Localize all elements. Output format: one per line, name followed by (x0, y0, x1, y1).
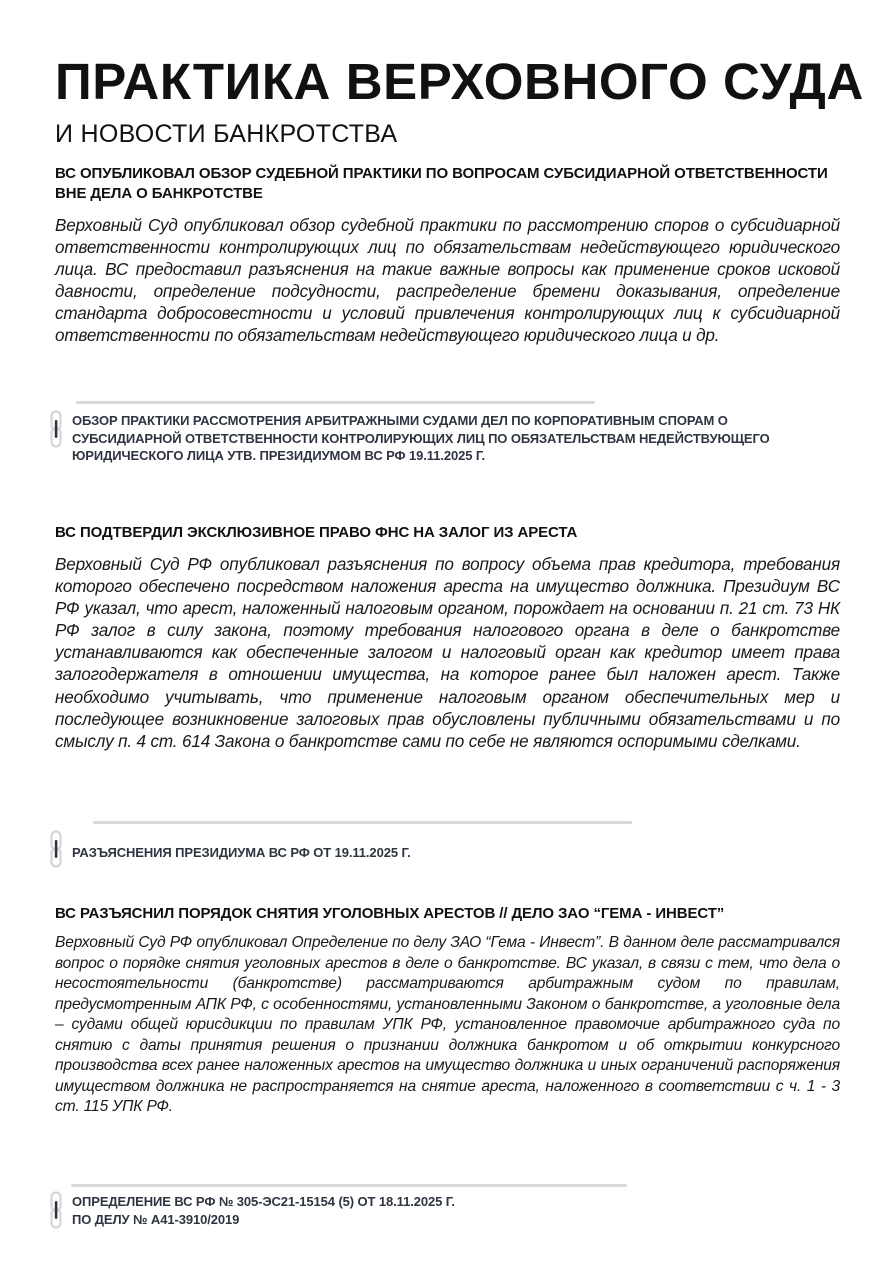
link-icon (50, 410, 64, 448)
reference-link-overview[interactable] (50, 412, 832, 465)
link-icon (50, 830, 64, 868)
article-subsidiary-liability (55, 164, 840, 348)
divider (71, 1184, 627, 1187)
link-icon (50, 1191, 64, 1229)
reference-link-ruling[interactable] (50, 1193, 455, 1229)
page-title: ПРАКТИКА ВЕРХОВНОГО СУДА (55, 53, 864, 110)
article-body: Верховный Суд РФ опубликовал разъяснения по вопросу объема прав кредитора, требования которого обеспечено посредством наложения ареста на имущество должника. Президиум ВС РФ указал, что арест, наложенный налоговым органом, порождает на основании п. 21 ст. 73 НК РФ залог в силу закона, поэтому требования налогового органа в деле о банкротстве устанавливаются как обеспеченные залогом и налоговый орган как кредитор имеет права залогодержателя в отношении имущества, на которое ранее был наложен арест. Также необходимо учитывать, что применение налоговым органом обеспечительных мер и последующее возникновение залоговых прав обусловлены публичными обязательствами и по смыслу п. 4 ст. 614 Закона о банкротстве сами по себе не являются оспоримыми сделками. (55, 555, 840, 751)
reference-link-clarifications[interactable] (50, 832, 411, 868)
reference-label-line1[interactable]: ОПРЕДЕЛЕНИЕ ВС РФ № 305-ЭС21-15154 (5) ОТ 18.11.2025 Г. (72, 1194, 455, 1209)
article-heading: ВС РАЗЪЯСНИЛ ПОРЯДОК СНЯТИЯ УГОЛОВНЫХ АРЕСТОВ // ДЕЛО ЗАО “ГЕМА - ИНВЕСТ” (55, 905, 725, 922)
article-heading: ВС ОПУБЛИКОВАЛ ОБЗОР СУДЕБНОЙ ПРАКТИКИ ПО ВОПРОСАМ СУБСИДИАРНОЙ ОТВЕТСТВЕННОСТИ ВНЕ ДЕЛА О БАНКРОТСТВЕ (55, 165, 828, 202)
reference-label[interactable]: РАЗЪЯСНЕНИЯ ПРЕЗИДИУМА ВС РФ ОТ 19.11.2025 Г. (72, 845, 411, 860)
reference-label[interactable] (72, 1193, 455, 1228)
reference-label[interactable]: ОБЗОР ПРАКТИКИ РАССМОТРЕНИЯ АРБИТРАЖНЫМИ СУДАМИ ДЕЛ ПО КОРПОРАТИВНЫМ СПОРАМ О СУБСИДИАРНОЙ ОТВЕТСТВЕННОСТИ КОНТРОЛИРУЮЩИХ ЛИЦ ПО ОБЯЗАТЕЛЬСТВАМ НЕДЕЙСТВУЮЩЕГО ЮРИДИЧЕСКОГО ЛИЦА УТВ. ПРЕЗИДИУМОМ ВС РФ 19.11.2025 Г. (72, 413, 770, 463)
reference-label-line2[interactable]: ПО ДЕЛУ № А41-3910/2019 (72, 1211, 240, 1227)
page-subtitle: И НОВОСТИ БАНКРОТСТВА (55, 120, 398, 148)
article-body: Верховный Суд РФ опубликовал Определение по делу ЗАО “Гема - Инвест”. В данном деле рассматривался вопрос о порядке снятия уголовных арестов в деле о банкротстве. ВС указал, в связи с тем, что дела о несостоятельности (банкротстве) рассматриваются арбитражным судом по правилам, предусмотренным АПК РФ, с особенностями, установленными Законом о банкротстве, а уголовные дела – судами общей юрисдикции по правилам УПК РФ, установленное правомочие арбитражного суда по снятию с даты принятия решения о признании должника банкротом и об открытии конкурсного производства всех ранее наложенных арестов на имущество должника и иных ограничений распоряжения имуществом должника не распространяется на снятие ареста, наложенного в соответствии с ч. 1 - 3 ст. 115 УПК РФ. (55, 934, 840, 1115)
article-heading: ВС ПОДТВЕРДИЛ ЭКСКЛЮЗИВНОЕ ПРАВО ФНС НА ЗАЛОГ ИЗ АРЕСТА (55, 524, 578, 541)
article-fns-pledge (55, 523, 840, 753)
divider (76, 401, 595, 404)
article-body: Верховный Суд опубликовал обзор судебной практики по рассмотрению споров о субсидиарной ответственности контролирующих лиц по обязательствам недействующего юридического лица. ВС предоставил разъяснения на такие важные вопросы как применение сроков исковой давности, определение подсудности, распределение бремени доказывания, определение стандарта добросовестности и условий привлечения контролирующих лиц к субсидиарной ответственности по обязательствам недействующего юридического лица и др. (55, 216, 840, 346)
article-criminal-arrests (55, 904, 840, 1118)
divider (93, 821, 632, 824)
